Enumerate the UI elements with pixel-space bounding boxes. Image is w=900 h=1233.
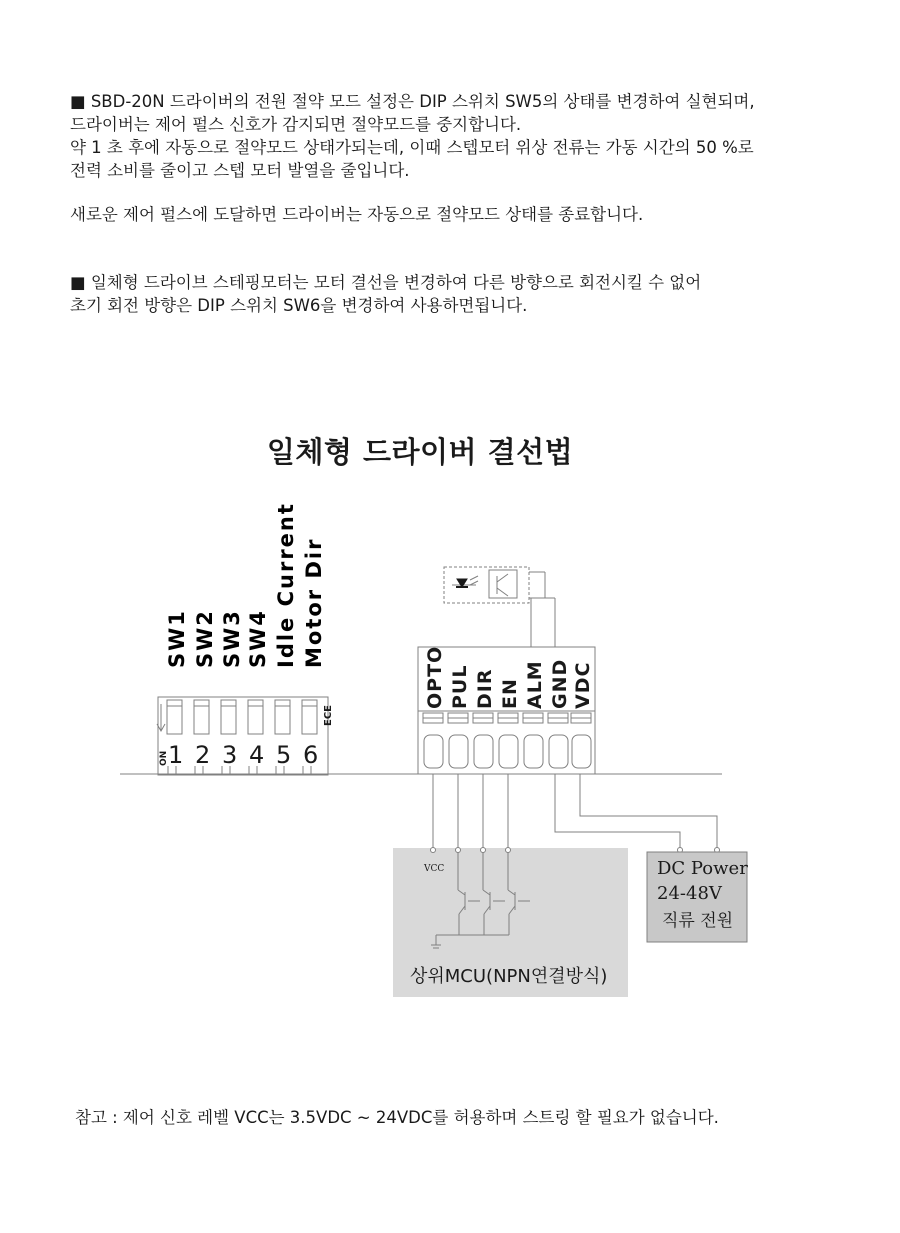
dip-label-sw2: SW2 [193, 609, 217, 668]
dip-number: 5 [276, 741, 292, 769]
terminal-label-opto: OPTO [424, 645, 446, 709]
mcu-vcc-label: VCC [424, 864, 445, 874]
paragraph-rotation-direction [70, 271, 701, 317]
dip-brand-label: ECE [323, 704, 334, 726]
text-line: 전력 소비를 줄이고 스텝 모터 발열을 줄입니다. [70, 161, 410, 180]
dip-on-label: ON [159, 750, 169, 766]
power-label-1: DC Power [657, 858, 748, 879]
terminal-label-alm: ALM [524, 660, 546, 709]
terminal-labels [424, 646, 594, 709]
mcu-label: 상위MCU(NPN연결방식) [410, 966, 608, 987]
power-label-2: 24-48V [657, 883, 722, 904]
dip-label-sw3: SW3 [220, 609, 244, 668]
dip-label-motor-dir: Motor Dir [302, 537, 326, 668]
optocoupler-icon [444, 567, 555, 647]
terminal-label-dir: DIR [474, 668, 496, 709]
power-wires [555, 774, 720, 853]
text-line: ■ SBD-20N 드라이버의 전원 절약 모드 설정은 DIP 스위치 SW5의 상태를 변경하여 실현되며, [70, 92, 755, 111]
dip-label-sw1: SW1 [165, 609, 189, 668]
text-line: 드라이버는 제어 펄스 신호가 감지되면 절약모드를 중지합니다. [70, 115, 522, 134]
terminal-label-gnd: GND [549, 658, 571, 709]
dip-number: 2 [195, 741, 211, 769]
text-line: 새로운 제어 펄스에 도달하면 드라이버는 자동으로 절약모드 상태를 종료합니다. [70, 205, 644, 224]
dip-label-sw4: SW4 [246, 609, 270, 668]
terminal-label-pul: PUL [449, 664, 471, 709]
dip-sliders [167, 700, 317, 734]
paragraph-exit-save [70, 203, 643, 226]
diagram-title: 일체형 드라이버 결선법 [266, 435, 574, 469]
terminal-label-vdc: VDC [572, 661, 594, 709]
terminal-screws [424, 735, 591, 768]
power-label-3: 직류 전원 [662, 911, 734, 931]
dip-number: 1 [168, 741, 184, 769]
dip-label-idle-current: Idle Current [274, 502, 298, 668]
terminal-label-en: EN [499, 678, 521, 709]
dip-number: 6 [303, 741, 319, 769]
terminal-tabs [423, 713, 591, 723]
dip-labels [165, 502, 326, 668]
text-line: 약 1 초 후에 자동으로 절약모드 상태가되는데, 이때 스텝모터 위상 전류는 가동 시간의 50 %로 [70, 138, 754, 157]
dip-numbers [168, 741, 318, 769]
dip-number: 3 [222, 741, 238, 769]
dip-number: 4 [249, 741, 265, 769]
reference-note: 참고 : 제어 신호 레벨 VCC는 3.5VDC ~ 24VDC를 허용하며 스트링 할 필요가 없습니다. [75, 1108, 719, 1127]
text-line: 초기 회전 방향은 DIP 스위치 SW6을 변경하여 사용하면됩니다. [70, 296, 528, 315]
paragraph-power-save [70, 90, 755, 182]
text-line: ■ 일체형 드라이브 스테핑모터는 모터 결선을 변경하여 다른 방향으로 회전시킬 수 없어 [70, 273, 702, 292]
wiring-diagram [0, 490, 900, 1010]
